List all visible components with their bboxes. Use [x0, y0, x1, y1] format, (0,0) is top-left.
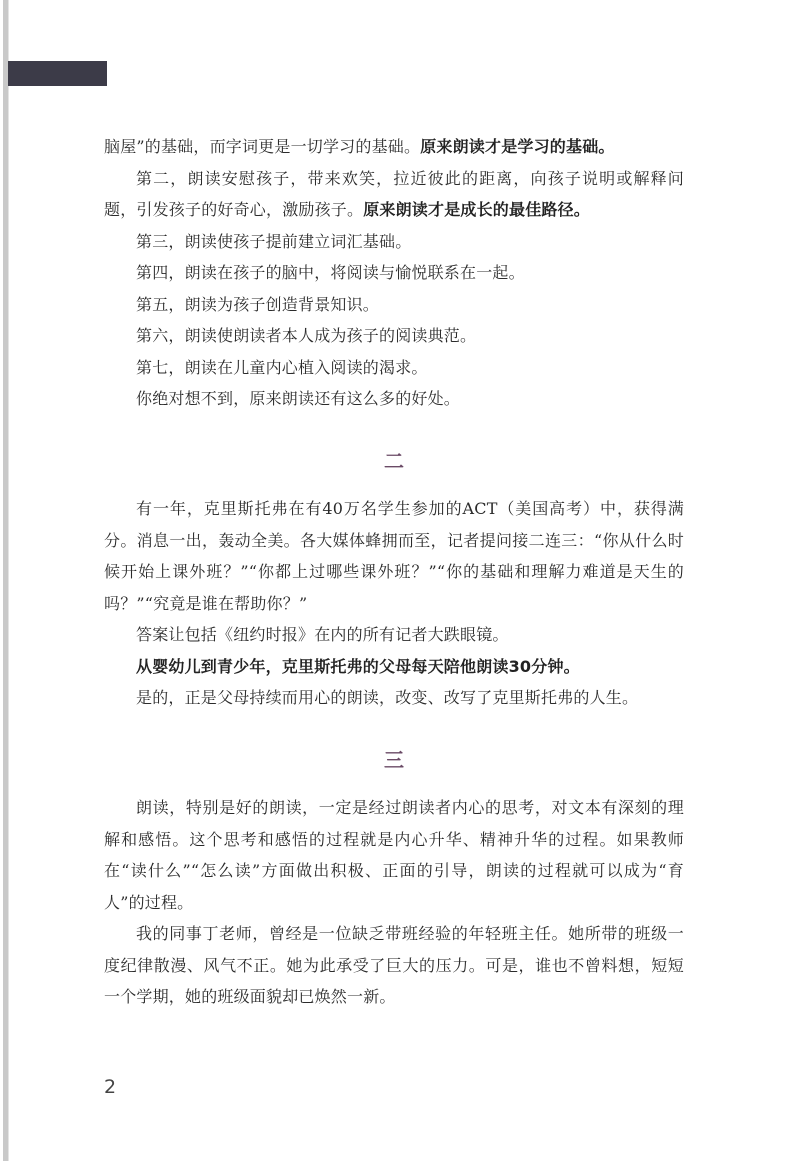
paragraph: 第三，朗读使孩子提前建立词汇基础。 [136, 231, 412, 251]
paragraph: 是的，正是父母持续而用心的朗读，改变、改写了克里斯托弗的人生。 [136, 688, 639, 707]
paragraph: 答案让包括《纽约时报》在内的所有记者大跌眼镜。 [136, 625, 509, 644]
paragraph: 第四，朗读在孩子的脑中，将阅读与愉悦联系在一起。 [136, 263, 525, 282]
section-heading: 二 [384, 448, 404, 473]
header-bar [8, 61, 107, 86]
body-text [104, 131, 684, 1013]
paragraph: 有一年，克里斯托弗在有40万名学生参加的ACT（美国高考）中，获得满分。消息一出，轰动全美。各大媒体蜂拥而至，记者提问接二连三：“你从什么时候开始上课外班？”“你都上过哪些课外班？”“你的基础和理解力难道是天生的吗？”“究竟是谁在帮助你？” [104, 499, 684, 613]
page-edge-line-light [8, 0, 9, 1161]
page-number: 2 [104, 1076, 117, 1098]
paragraph: 我的同事丁老师，曾经是一位缺乏带班经验的年轻班主任。她所带的班级一度纪律散漫、风气不正。她为此承受了巨大的压力。可是，谁也不曾料想，短短一个学期，她的班级面貌却已焕然一新。 [104, 924, 684, 1006]
bold-text: 原来朗读才是成长的最佳路径。 [363, 200, 591, 219]
paragraph [104, 163, 684, 226]
paragraph: 第五，朗读为孩子创造背景知识。 [136, 294, 380, 314]
paragraph: 第六，朗读使朗读者本人成为孩子的阅读典范。 [136, 326, 477, 345]
paragraph-continued [104, 131, 684, 163]
paragraph: 第七，朗读在儿童内心植入阅读的渴求。 [136, 357, 428, 377]
bold-text: 原来朗读才是学习的基础。 [420, 137, 615, 156]
paragraph: 你绝对想不到，原来朗读还有这么多的好处。 [136, 389, 461, 408]
paragraph-text: 第二，朗读安慰孩子，带来欢笑，拉近彼此的距离，向孩子说明或解释问题，引发孩子的好奇心，激励孩子。 [104, 168, 684, 219]
bold-paragraph: 从婴幼儿到青少年，克里斯托弗的父母每天陪他朗读30分钟。 [136, 656, 580, 676]
paragraph-text: 脑屋”的基础，而字词更是一切学习的基础。 [104, 137, 421, 156]
section-heading: 三 [384, 747, 404, 772]
paragraph: 朗读，特别是好的朗读，一定是经过朗读者内心的思考，对文本有深刻的理解和感悟。这个思考和感悟的过程就是内心升华、精神升华的过程。如果教师在“读什么”“怎么读”方面做出积极、正面的引导，朗读的过程就可以成为“育人”的过程。 [104, 798, 684, 912]
